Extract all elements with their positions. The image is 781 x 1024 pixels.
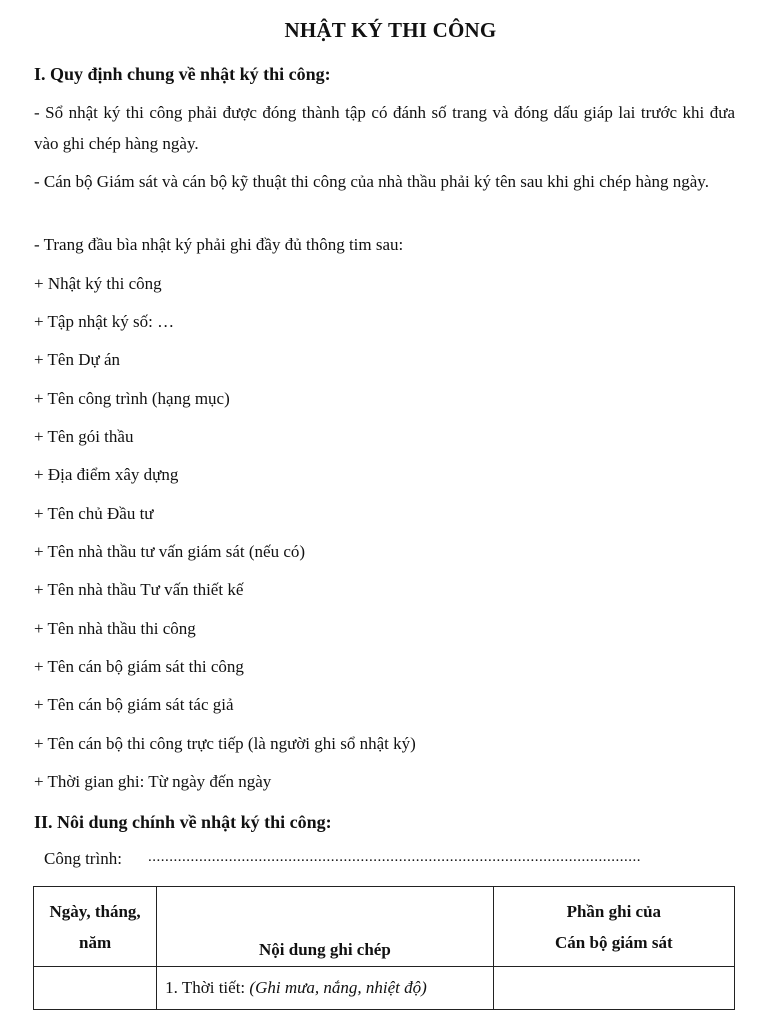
list-item: + Tên gói thầu bbox=[34, 427, 134, 446]
section-1-heading: I. Quy định chung về nhật ký thi công: bbox=[34, 64, 331, 84]
row-content-cell bbox=[157, 967, 493, 1010]
project-label: Công trình: bbox=[44, 849, 122, 868]
paragraph-1: - Sổ nhật ký thi công phải được đóng thành tập có đánh số trang và đóng dấu giáp lai trước khi đưa vào ghi chép hàng ngày. bbox=[34, 103, 735, 153]
table-header-row bbox=[34, 887, 735, 967]
header-supervisor-line1: Phần ghi của bbox=[566, 901, 662, 921]
list-item: + Tên Dự án bbox=[34, 350, 120, 369]
list-item: + Tên công trình (hạng mục) bbox=[34, 389, 230, 408]
paragraph-2: - Cán bộ Giám sát và cán bộ kỹ thuật thi công của nhà thầu phải ký tên sau khi ghi chép hàng ngày. bbox=[34, 172, 709, 191]
weather-hint: (Ghi mưa, nắng, nhiệt độ) bbox=[249, 978, 427, 997]
list-item: + Nhật ký thi công bbox=[34, 274, 162, 293]
header-supervisor bbox=[493, 887, 734, 967]
header-date-line2: năm bbox=[79, 932, 112, 952]
row-date-cell bbox=[34, 967, 157, 1010]
list-item: + Tên nhà thầu thi công bbox=[34, 619, 196, 638]
weather-label: 1. Thời tiết: bbox=[165, 978, 250, 997]
section-2-heading: II. Nôi dung chính về nhật ký thi công: bbox=[34, 812, 332, 832]
header-date bbox=[34, 887, 157, 967]
header-date-line1: Ngày, tháng, bbox=[49, 901, 141, 921]
list-item: + Tên cán bộ thi công trực tiếp (là người ghi sổ nhật ký) bbox=[34, 734, 416, 753]
log-table bbox=[33, 886, 735, 1010]
project-fill-line: .................................................................................................................... bbox=[148, 849, 641, 865]
header-supervisor-line2: Cán bộ giám sát bbox=[555, 932, 673, 952]
header-content: Nội dung ghi chép bbox=[157, 887, 493, 967]
list-item: + Tên cán bộ giám sát thi công bbox=[34, 657, 244, 676]
list-item: + Thời gian ghi: Từ ngày đến ngày bbox=[34, 772, 272, 791]
list-item: + Tên chủ Đầu tư bbox=[34, 504, 154, 523]
row-supervisor-cell bbox=[493, 967, 734, 1010]
document-title: NHẬT KÝ THI CÔNG bbox=[284, 18, 497, 42]
list-item: + Tên nhà thầu Tư vấn thiết kế bbox=[34, 580, 244, 599]
table-row bbox=[34, 967, 735, 1010]
list-item: + Tên nhà thầu tư vấn giám sát (nếu có) bbox=[34, 542, 306, 561]
list-item: + Địa điểm xây dựng bbox=[34, 465, 179, 484]
intro-line: - Trang đầu bìa nhật ký phải ghi đầy đủ thông tim sau: bbox=[34, 235, 404, 254]
list-item: + Tập nhật ký số: … bbox=[34, 312, 175, 331]
list-item: + Tên cán bộ giám sát tác giả bbox=[34, 695, 234, 714]
